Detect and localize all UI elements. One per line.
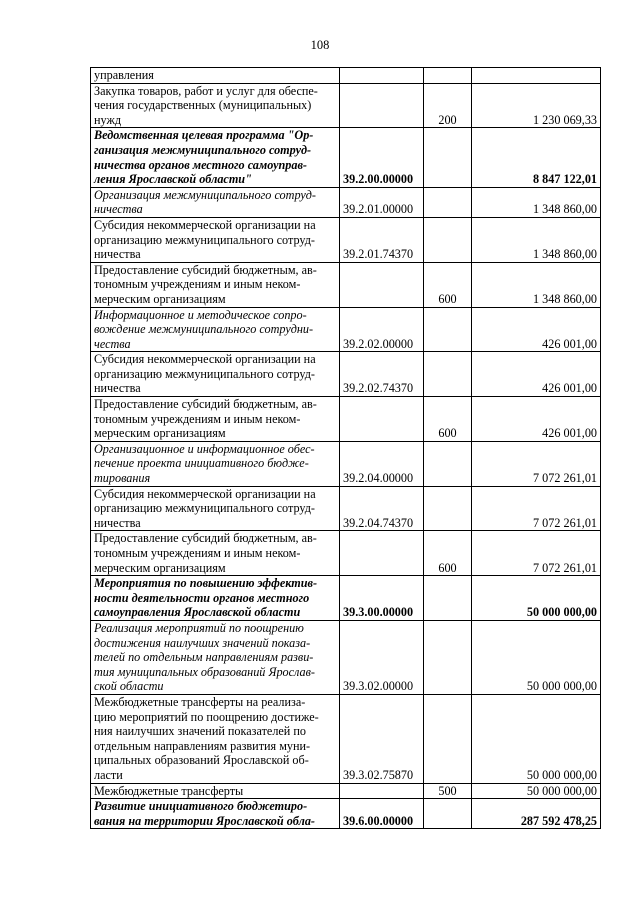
- item-name-line: чества: [94, 336, 131, 351]
- table-row: [91, 694, 601, 783]
- amount-cell: 50 000 000,00: [472, 576, 601, 621]
- item-name-line: ничества: [94, 515, 141, 530]
- target-code-cell: 39.2.00.00000: [340, 128, 424, 187]
- table-row: [91, 352, 601, 397]
- item-name-line: Субсидия некоммерческой организации на: [94, 352, 316, 367]
- item-name-line: ганизация межмуниципального сотруд-: [94, 142, 312, 157]
- item-name-line: Предоставление субсидий бюджетным, ав-: [94, 262, 317, 277]
- item-name-line: Межбюджетные трансферты: [94, 783, 244, 798]
- target-code-cell: [340, 262, 424, 307]
- item-name-cell: [91, 68, 340, 84]
- item-name-line: ления Ярославской области": [94, 172, 252, 187]
- expense-type-cell: [424, 307, 472, 352]
- amount-cell: 426 001,00: [472, 352, 601, 397]
- item-name-line: Закупка товаров, работ и услуг для обеспе-: [94, 83, 318, 98]
- expense-type-cell: [424, 620, 472, 694]
- item-name-cell: [91, 187, 340, 217]
- item-name-cell: [91, 441, 340, 486]
- target-code-cell: [340, 68, 424, 84]
- item-name-line: вания на территории Ярославской обла-: [94, 813, 315, 828]
- target-code-cell: 39.3.02.75870: [340, 694, 424, 783]
- table-row: [91, 217, 601, 262]
- item-name-cell: [91, 128, 340, 187]
- item-name-cell: [91, 83, 340, 128]
- item-name-line: Субсидия некоммерческой организации на: [94, 217, 316, 232]
- amount-cell: 1 348 860,00: [472, 217, 601, 262]
- expense-type-cell: 200: [424, 83, 472, 128]
- amount-cell: 50 000 000,00: [472, 694, 601, 783]
- item-name-cell: [91, 694, 340, 783]
- table-row: [91, 128, 601, 187]
- amount-cell: 1 230 069,33: [472, 83, 601, 128]
- table-row: [91, 576, 601, 621]
- amount-cell: 1 348 860,00: [472, 187, 601, 217]
- table-row: [91, 799, 601, 829]
- item-name-line: Мероприятия по повышению эффектив-: [94, 576, 318, 591]
- amount-cell: 8 847 122,01: [472, 128, 601, 187]
- expense-type-cell: [424, 68, 472, 84]
- table-row: [91, 262, 601, 307]
- budget-table: [90, 67, 601, 829]
- item-name-line: ния наилучших значений показателей по: [94, 724, 306, 739]
- expense-type-cell: [424, 799, 472, 829]
- expense-type-cell: [424, 352, 472, 397]
- item-name-cell: [91, 799, 340, 829]
- item-name-line: тирования: [94, 471, 151, 486]
- item-name-cell: [91, 397, 340, 442]
- item-name-line: самоуправления Ярославской области: [94, 605, 301, 620]
- item-name-line: мерческим организациям: [94, 560, 226, 575]
- item-name-cell: [91, 620, 340, 694]
- target-code-cell: [340, 397, 424, 442]
- item-name-line: ласти: [94, 767, 123, 782]
- item-name-cell: [91, 783, 340, 799]
- amount-cell: 426 001,00: [472, 307, 601, 352]
- item-name-line: Межбюджетные трансферты на реализа-: [94, 694, 306, 709]
- item-name-line: ничества: [94, 381, 141, 396]
- item-name-line: ской области: [94, 679, 164, 694]
- item-name-cell: [91, 576, 340, 621]
- item-name-line: Предоставление субсидий бюджетным, ав-: [94, 397, 317, 412]
- expense-type-cell: 500: [424, 783, 472, 799]
- target-code-cell: 39.2.04.00000: [340, 441, 424, 486]
- table-row: [91, 397, 601, 442]
- expense-type-cell: 600: [424, 531, 472, 576]
- item-name-line: тономным учреждениям и иным неком-: [94, 411, 301, 426]
- amount-cell: 7 072 261,01: [472, 486, 601, 531]
- expense-type-cell: 600: [424, 262, 472, 307]
- target-code-cell: 39.6.00.00000: [340, 799, 424, 829]
- amount-cell: 287 592 478,25: [472, 799, 601, 829]
- table-row: [91, 83, 601, 128]
- amount-cell: 50 000 000,00: [472, 783, 601, 799]
- expense-type-cell: [424, 187, 472, 217]
- item-name-line: вождение межмуниципального сотрудни-: [94, 322, 314, 337]
- expense-type-cell: [424, 694, 472, 783]
- table-row: [91, 486, 601, 531]
- target-code-cell: [340, 83, 424, 128]
- item-name-line: Развитие инициативного бюджетиро-: [94, 799, 308, 814]
- item-name-cell: [91, 307, 340, 352]
- expense-type-cell: [424, 217, 472, 262]
- amount-cell: 1 348 860,00: [472, 262, 601, 307]
- item-name-cell: [91, 352, 340, 397]
- amount-cell: 7 072 261,01: [472, 441, 601, 486]
- item-name-line: организацию межмуниципального сотруд-: [94, 501, 315, 516]
- expense-type-cell: [424, 128, 472, 187]
- item-name-line: Ведомственная целевая программа "Ор-: [94, 128, 314, 143]
- item-name-cell: [91, 486, 340, 531]
- target-code-cell: 39.2.01.74370: [340, 217, 424, 262]
- amount-cell: [472, 68, 601, 84]
- target-code-cell: 39.3.00.00000: [340, 576, 424, 621]
- item-name-line: цию мероприятий по поощрению достиже-: [94, 709, 319, 724]
- item-name-line: тия муниципальных образований Ярослав-: [94, 664, 315, 679]
- item-name-cell: [91, 531, 340, 576]
- table-row: [91, 620, 601, 694]
- expense-type-cell: [424, 441, 472, 486]
- item-name-line: ничества органов местного самоуправ-: [94, 157, 307, 172]
- item-name-line: Организация межмуниципального сотруд-: [94, 187, 316, 202]
- item-name-line: управления: [94, 68, 154, 82]
- amount-cell: 426 001,00: [472, 397, 601, 442]
- item-name-line: Организационное и информационное обес-: [94, 441, 315, 456]
- table-row: [91, 441, 601, 486]
- table-row: [91, 531, 601, 576]
- item-name-line: Информационное и методическое сопро-: [94, 307, 307, 322]
- target-code-cell: 39.2.01.00000: [340, 187, 424, 217]
- target-code-cell: 39.3.02.00000: [340, 620, 424, 694]
- table-row: [91, 187, 601, 217]
- target-code-cell: 39.2.02.00000: [340, 307, 424, 352]
- table-row: [91, 307, 601, 352]
- amount-cell: 50 000 000,00: [472, 620, 601, 694]
- item-name-line: ничества: [94, 247, 141, 262]
- target-code-cell: [340, 783, 424, 799]
- target-code-cell: 39.2.02.74370: [340, 352, 424, 397]
- expense-type-cell: 600: [424, 397, 472, 442]
- item-name-line: достижения наилучших значений показа-: [94, 635, 311, 650]
- item-name-line: тономным учреждениям и иным неком-: [94, 277, 301, 292]
- table-row: [91, 68, 601, 84]
- item-name-line: нужд: [94, 112, 122, 127]
- amount-cell: 7 072 261,01: [472, 531, 601, 576]
- item-name-line: ципальных образований Ярославской об-: [94, 753, 309, 768]
- item-name-line: печение проекта инициативного бюдже-: [94, 456, 309, 471]
- item-name-cell: [91, 262, 340, 307]
- item-name-line: тономным учреждениям и иным неком-: [94, 546, 301, 560]
- item-name-line: ничества: [94, 202, 143, 217]
- item-name-cell: [91, 217, 340, 262]
- target-code-cell: 39.2.04.74370: [340, 486, 424, 531]
- expense-type-cell: [424, 486, 472, 531]
- item-name-line: ности деятельности органов местного: [94, 590, 310, 605]
- item-name-line: организацию межмуниципального сотруд-: [94, 366, 315, 381]
- item-name-line: организацию межмуниципального сотруд-: [94, 232, 315, 247]
- item-name-line: чения государственных (муниципальных): [94, 98, 312, 113]
- table-row: [91, 783, 601, 799]
- expense-type-cell: [424, 576, 472, 621]
- item-name-line: мерческим организациям: [94, 426, 226, 441]
- page-number: 108: [310, 38, 330, 52]
- item-name-line: Субсидия некоммерческой организации на: [94, 486, 316, 501]
- item-name-line: Реализация мероприятий по поощрению: [94, 620, 304, 635]
- item-name-line: отдельным направлениям развития муни-: [94, 738, 311, 753]
- item-name-line: Предоставление субсидий бюджетным, ав-: [94, 531, 317, 546]
- item-name-line: мерческим организациям: [94, 291, 226, 306]
- target-code-cell: [340, 531, 424, 576]
- item-name-line: телей по отдельным направлениям разви-: [94, 650, 314, 665]
